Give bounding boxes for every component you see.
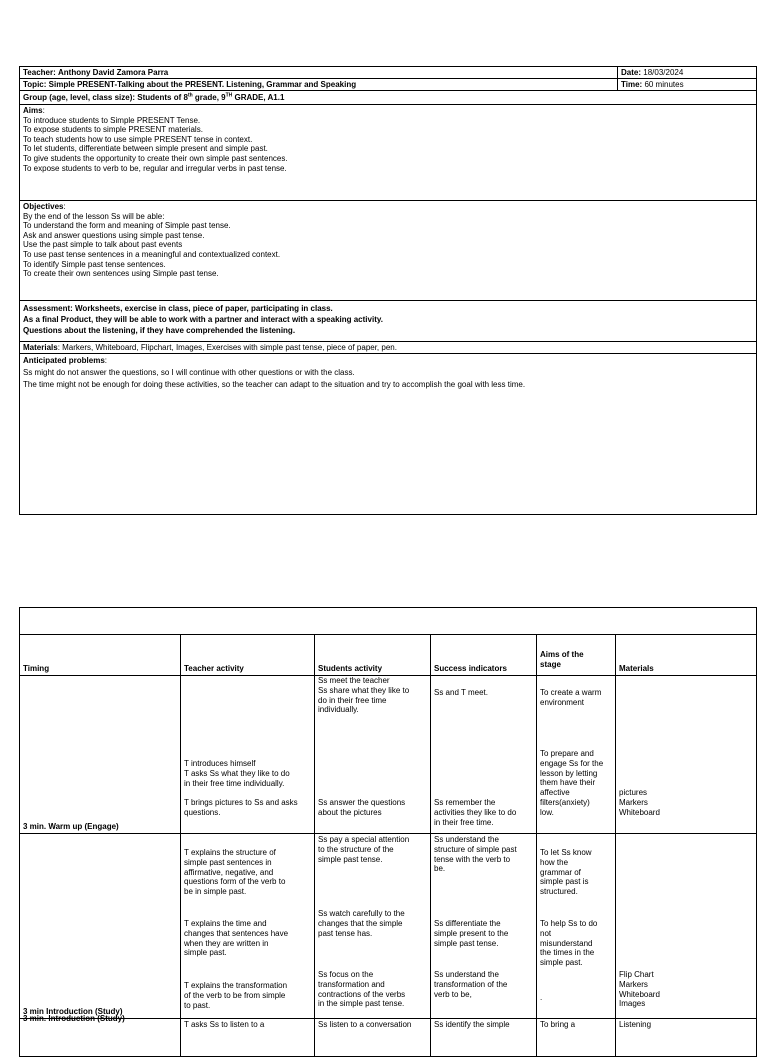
header-aims: Aims of the stage [540, 650, 584, 669]
teacher-cell [20, 67, 617, 78]
header-success-indicators: Success indicators [434, 664, 507, 673]
problems-heading: Anticipated problems: [23, 356, 108, 365]
aim-item: To teach students how to use simple PRESENT tense in context. [23, 134, 253, 144]
stages-table [19, 607, 757, 1057]
row2-success-indicators: Ss understand the structure of simple past tense with the verb to be. [434, 835, 517, 874]
assessment-cell [20, 301, 756, 341]
row2-students-activity-2: Ss watch carefully to the changes that the simple past tense has. [318, 909, 405, 938]
aim-item: To expose students to verb to be, regular and irregular verbs in past tense. [23, 163, 287, 173]
row3-materials: Listening [619, 1020, 652, 1029]
assessment-row [20, 301, 756, 342]
row1-success-indicators: Ss and T meet. [434, 688, 488, 697]
objectives-heading: Objectives: [23, 202, 66, 211]
assessment-line: As a final Product, they will be able to work with a partner and interact with a speaking activity. [23, 315, 383, 324]
objective-item: By the end of the lesson Ss will be able: [23, 211, 165, 221]
row1-students-activity: Ss meet the teacher Ss share what they like to do in their free time individually. [318, 676, 410, 715]
topic-row [20, 79, 756, 91]
objectives-cell [20, 201, 756, 300]
problem-item: Ss might do not answer the questions, so I will continue with other questions or with the class. [23, 368, 355, 377]
assessment-line: Questions about the listening, if they have comprehended the listening. [23, 326, 296, 335]
aim-item: To introduce students to Simple PRESENT Tense. [23, 115, 201, 125]
objectives-row [20, 201, 756, 301]
row3-timing: 3 min. Introduction (Study) [23, 1014, 125, 1023]
objective-item: Use the past simple to talk about past events [23, 240, 183, 250]
group-row [20, 91, 756, 105]
date-cell [618, 67, 756, 78]
row2-teacher-activity-3: T explains the transformation of the verb to be from simple to past. [184, 981, 288, 1010]
teacher-label: Teacher: [23, 68, 56, 77]
problem-item: The time might not be enough for doing these activities, so the teacher can adapt to the situation and try to accomplish the goal with less time. [23, 380, 526, 389]
time-cell [618, 79, 756, 90]
date-value: 18/03/2024 [643, 68, 684, 77]
row2-aims-2: To help Ss to do not misunderstand the times in the simple past. [540, 919, 598, 968]
row2-aims: To let Ss know how the grammar of simple past is structured. [540, 848, 592, 897]
row2-materials: Flip Chart Markers Whiteboard Images [619, 970, 660, 1009]
row1-students-activity-2: Ss answer the questions about the pictures [318, 798, 406, 817]
topic-cell [20, 79, 617, 90]
group-value: Students of 8th grade, 9TH GRADE, A1.1 [137, 92, 285, 102]
row1-teacher-activity: T introduces himself T asks Ss what they like to do in their free time individually. T brings pictures to Ss and asks questions. [184, 759, 298, 817]
lesson-info-table [19, 66, 757, 515]
materials-label: Materials [23, 343, 58, 352]
row3-students-activity: Ss listen to a conversation [318, 1020, 412, 1029]
row2-timing: 3 min Introduction (Study) [23, 1007, 123, 1016]
row3-teacher-activity: T asks Ss to listen to a [184, 1020, 265, 1029]
problems-row [20, 354, 756, 514]
materials-cell [20, 342, 756, 353]
problems-cell [20, 354, 756, 514]
aim-item: To give students the opportunity to create their own simple past sentences. [23, 153, 288, 163]
time-value: 60 minutes [644, 80, 684, 89]
objective-item: To understand the form and meaning of Simple past tense. [23, 221, 231, 231]
objective-item: To use past tense sentences in a meaningful and contextualized context. [23, 249, 281, 259]
row1-timing: 3 min. Warm up (Engage) [23, 822, 119, 831]
topic-value: Simple PRESENT-Talking about the PRESENT. Listening, Grammar and Speaking [48, 80, 357, 89]
row2-aims-3: . [540, 993, 543, 1002]
row2-success-indicators-2: Ss differentiate the simple present to the simple past tense. [434, 919, 509, 948]
header-timing: Timing [23, 664, 50, 673]
row1-aims: To create a warm environment [540, 688, 602, 707]
materials-row [20, 342, 756, 354]
row2-students-activity-3: Ss focus on the transformation and contractions of the verbs in the simple past tense. [318, 970, 406, 1009]
group-label: Group (age, level, class size): [23, 93, 136, 102]
materials-value: : Markers, Whiteboard, Flipchart, Images, Exercises with simple past tense, piece of paper, pen. [57, 343, 397, 352]
topic-label: Topic: [23, 80, 47, 89]
aims-cell [20, 105, 756, 200]
row3-success-indicators: Ss identify the simple [434, 1020, 510, 1029]
aim-item: To expose students to simple PRESENT materials. [23, 125, 203, 135]
row3-aims: To bring a [540, 1020, 576, 1029]
row2-success-indicators-3: Ss understand the transformation of the verb to be, [434, 970, 508, 999]
row1-success-indicators-2: Ss remember the activities they like to do in their free time. [434, 798, 517, 827]
aims-heading: Aims: [23, 106, 45, 115]
time-label: Time: [621, 80, 643, 89]
aims-row [20, 105, 756, 201]
group-cell [20, 91, 756, 104]
header-materials: Materials [619, 664, 654, 673]
row2-teacher-activity-2: T explains the time and changes that sentences have when they are written in simple past. [184, 919, 289, 958]
row1-aims-2: To prepare and engage Ss for the lesson by letting them have their affective filters(anxiety) low. [540, 749, 604, 817]
header-teacher-activity: Teacher activity [184, 664, 244, 673]
row1-materials: pictures Markers Whiteboard [619, 788, 660, 817]
aim-item: To let students, differentiate between simple present and simple past. [23, 144, 268, 154]
date-label: Date: [621, 68, 642, 77]
objective-item: Ask and answer questions using simple past tense. [23, 230, 205, 240]
header-students-activity: Students activity [318, 664, 383, 673]
row2-students-activity: Ss pay a special attention to the structure of the simple past tense. [318, 835, 410, 864]
teacher-row [20, 67, 756, 79]
teacher-name: Anthony David Zamora Parra [58, 68, 169, 77]
assessment-line: Assessment: Worksheets, exercise in class, piece of paper, participating in class. [23, 304, 333, 313]
objective-item: To create their own sentences using Simple past tense. [23, 269, 219, 279]
row2-teacher-activity: T explains the structure of simple past sentences in affirmative, negative, and questions form of the verb to be in simple past. [184, 848, 286, 897]
objective-item: To identify Simple past tense sentences. [23, 259, 166, 269]
